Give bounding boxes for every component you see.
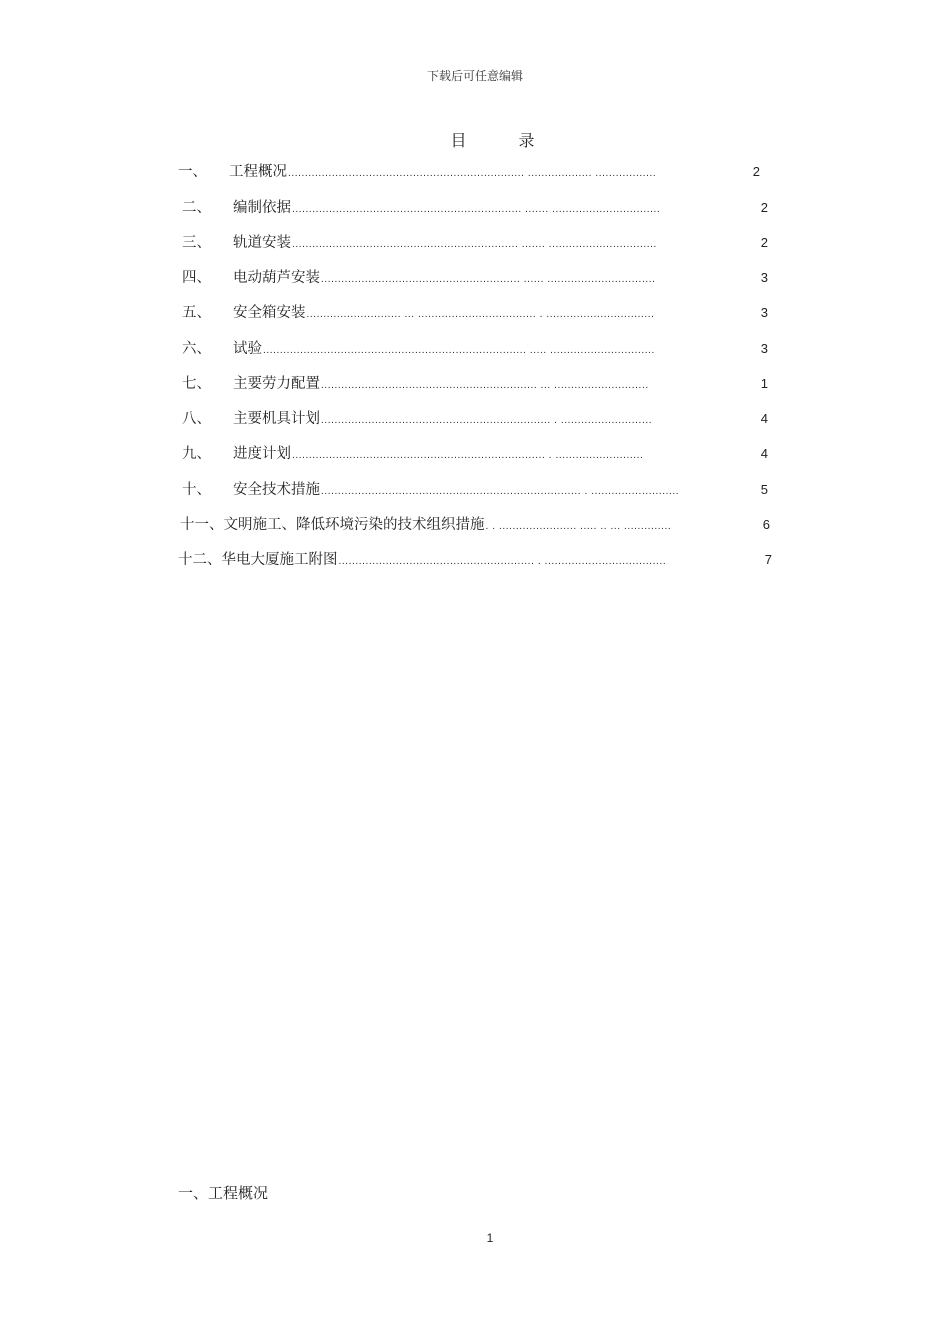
toc-entry-page: 1	[760, 376, 768, 391]
toc-entry-number: 七、	[182, 376, 211, 392]
toc-entry-number: 六、	[182, 341, 211, 357]
toc-entry-label: 主要劳力配置	[233, 376, 320, 392]
toc-entry[interactable]	[178, 160, 760, 184]
toc-entry-number: 三、	[182, 235, 211, 251]
toc-entry[interactable]	[182, 337, 768, 361]
toc-entry[interactable]	[182, 442, 768, 466]
toc-entry-page: 3	[760, 341, 768, 356]
toc-entry-leader: ............................................................................. . ..........................	[321, 486, 680, 497]
page-header: 下载后可任意编辑	[426, 69, 523, 83]
toc-entry-label: 进度计划	[233, 446, 291, 462]
toc-entry[interactable]	[182, 301, 768, 325]
toc-title-left: 目	[450, 131, 467, 150]
toc-entry-leader: ........................................................................... . ..........................	[292, 450, 644, 461]
toc-entry-page: 3	[760, 305, 768, 320]
toc-entry[interactable]	[182, 372, 768, 396]
toc-entry[interactable]	[182, 407, 768, 431]
toc-entry[interactable]	[178, 548, 772, 572]
toc-entry[interactable]	[182, 266, 768, 290]
toc-entry-leader: . . ....................... ..... .. ... ..............	[485, 521, 672, 532]
toc-entry-leader: ............................ ... ................................... . ................................	[306, 309, 655, 320]
toc-entry[interactable]	[182, 478, 768, 502]
toc-entry-label: 试验	[233, 341, 262, 357]
toc-entry-leader: .......................................................... . ....................................	[338, 556, 667, 567]
toc-entry-page: 4	[760, 446, 768, 461]
toc-entry-number: 一、	[178, 164, 207, 180]
toc-entry-page: 2	[752, 164, 760, 179]
toc-entry-leader: ...................................................................... ................... ..................	[288, 168, 657, 179]
toc-entry-label: 轨道安装	[233, 235, 291, 251]
toc-entry-label: 安全箱安装	[233, 305, 306, 321]
toc-entry-number: 五、	[182, 305, 211, 321]
toc-entry[interactable]	[182, 231, 768, 255]
toc-entry-number: 十、	[182, 482, 211, 498]
toc-entry-leader: .............................................................................. ..... ...............................	[263, 345, 655, 356]
toc-entry-page: 5	[760, 482, 768, 497]
toc-entry-leader: ........................................................... ...... ................................	[321, 274, 656, 285]
toc-entry-number: 八、	[182, 411, 211, 427]
toc-title-right: 录	[518, 131, 535, 150]
toc-entry-leader: .................................................................... . ...........................	[321, 415, 653, 426]
toc-entry-number: 四、	[182, 270, 211, 286]
toc-title	[0, 128, 950, 151]
toc-entry-page: 3	[760, 270, 768, 285]
toc-entry-leader: ................................................................... ....... ................................	[292, 239, 657, 250]
toc-entry[interactable]	[180, 513, 770, 537]
toc-entry-label: 文明施工、降低环境污染的技术组织措施	[223, 517, 485, 533]
toc-entry-label: 编制依据	[233, 200, 291, 216]
toc-entry-page: 4	[760, 411, 768, 426]
toc-entry-number: 十一、	[180, 517, 224, 533]
toc-entry-number: 九、	[182, 446, 211, 462]
toc-entry-page: 7	[764, 552, 772, 567]
toc-entry[interactable]	[182, 196, 768, 220]
toc-entry-label: 华电大厦施工附图	[221, 552, 338, 568]
toc-entry-number: 十二、	[178, 552, 222, 568]
toc-entry-label: 安全技术措施	[233, 482, 320, 498]
toc-entry-label: 工程概况	[229, 164, 287, 180]
toc-entry-leader: .................................................................... ....... ................................	[292, 204, 661, 215]
toc-entry-label: 主要机具计划	[233, 411, 320, 427]
toc-entry-label: 电动葫芦安装	[233, 270, 320, 286]
page-number: 1	[486, 1231, 494, 1245]
toc-entry-page: 2	[760, 200, 768, 215]
toc-entry-page: 2	[760, 235, 768, 250]
toc-entry-page: 6	[762, 517, 770, 532]
toc-entry-leader: ................................................................ ... ............................	[321, 380, 649, 391]
section-heading: 一、工程概况	[178, 1184, 269, 1202]
toc-entry-number: 二、	[182, 200, 211, 216]
